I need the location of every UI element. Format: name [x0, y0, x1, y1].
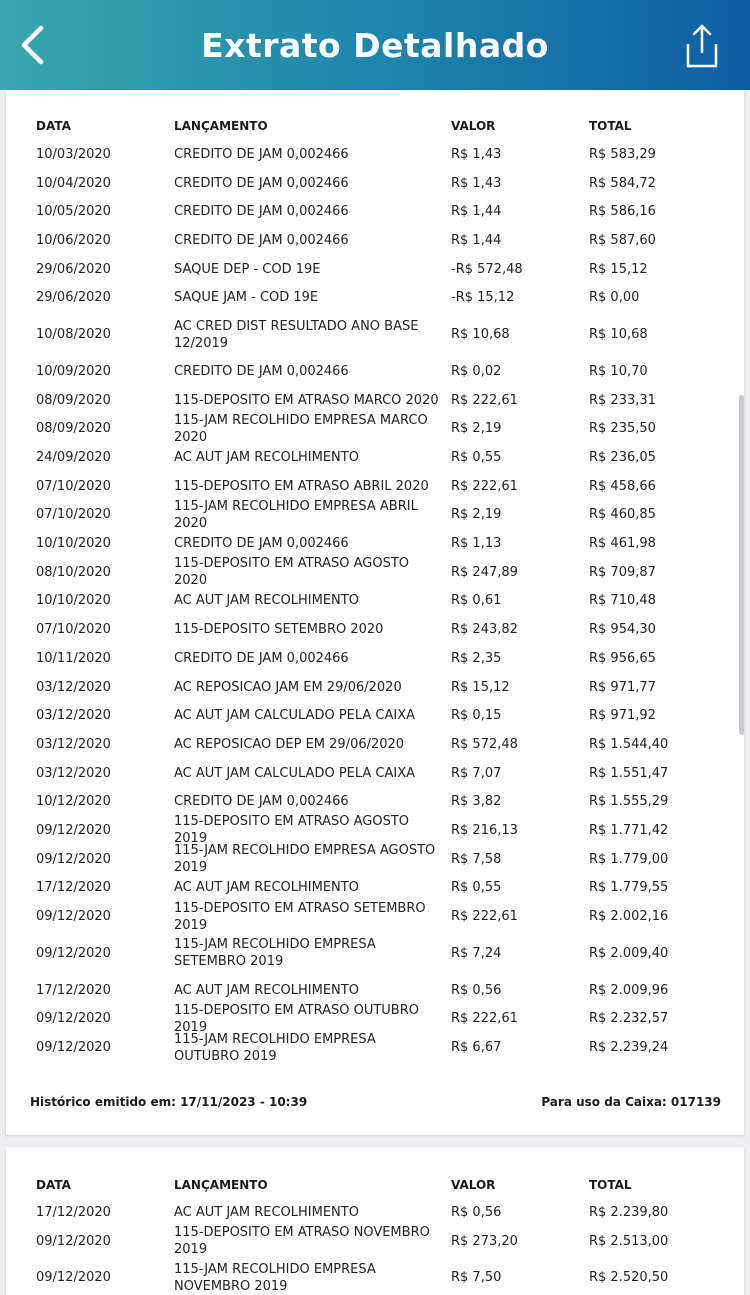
- row-total: R$ 586,16: [589, 204, 656, 220]
- row-date: 10/05/2020: [36, 204, 111, 220]
- header-description: LANÇAMENTO: [174, 1178, 268, 1192]
- row-total: R$ 235,50: [589, 421, 656, 437]
- row-date: 07/10/2020: [36, 622, 111, 638]
- row-value: R$ 243,82: [451, 622, 518, 638]
- row-description: 115-DEPOSITO EM ATRASO AGOSTO 2020: [174, 556, 409, 589]
- table-row: [6, 558, 744, 587]
- row-value: R$ 222,61: [451, 909, 518, 925]
- row-description: AC AUT JAM RECOLHIMENTO: [174, 982, 359, 998]
- row-total: R$ 971,77: [589, 679, 656, 695]
- issued-timestamp: Histórico emitido em: 17/11/2023 - 10:39: [30, 1095, 308, 1109]
- row-value: R$ 0,56: [451, 982, 502, 998]
- table-header: [6, 119, 744, 139]
- row-total: R$ 954,30: [589, 622, 656, 638]
- row-value: R$ 222,61: [451, 392, 518, 408]
- row-value: R$ 10,68: [451, 327, 510, 343]
- row-value: R$ 0,55: [451, 450, 502, 466]
- table-row: [6, 673, 744, 702]
- row-value: R$ 247,89: [451, 564, 518, 580]
- row-date: 03/12/2020: [36, 708, 111, 724]
- table-row: [6, 787, 744, 816]
- row-description: 115-JAM RECOLHIDO EMPRESA MARCO 2020: [174, 412, 428, 445]
- row-total: R$ 460,85: [589, 507, 656, 523]
- row-date: 07/10/2020: [36, 478, 111, 494]
- row-description: AC AUT JAM RECOLHIMENTO: [174, 450, 359, 466]
- row-total: R$ 0,00: [589, 290, 640, 306]
- row-total: R$ 15,12: [589, 261, 648, 277]
- row-total: R$ 1.555,29: [589, 794, 669, 810]
- row-total: R$ 2.239,24: [589, 1040, 669, 1056]
- row-total: R$ 2.002,16: [589, 909, 669, 925]
- row-date: 10/11/2020: [36, 650, 111, 666]
- row-description: AC AUT JAM CALCULADO PELA CAIXA: [174, 765, 416, 781]
- row-value: R$ 0,15: [451, 708, 502, 724]
- row-value: R$ 7,50: [451, 1270, 502, 1286]
- row-date: 17/12/2020: [36, 1204, 111, 1220]
- row-date: 09/12/2020: [36, 1270, 111, 1286]
- row-total: R$ 1.544,40: [589, 736, 669, 752]
- row-description: SAQUE DEP - COD 19E: [174, 261, 321, 277]
- row-value: R$ 2,19: [451, 421, 502, 437]
- row-date: 09/12/2020: [36, 945, 111, 961]
- row-total: R$ 10,70: [589, 363, 648, 379]
- table-row: [6, 312, 744, 357]
- row-total: R$ 1.779,00: [589, 851, 669, 867]
- table-row: [6, 1227, 744, 1256]
- row-description: CREDITO DE JAM 0,002466: [174, 794, 349, 810]
- table-row: [6, 931, 744, 976]
- row-date: 09/12/2020: [36, 909, 111, 925]
- row-value: -R$ 15,12: [451, 290, 515, 306]
- row-total: R$ 587,60: [589, 232, 656, 248]
- row-total: R$ 2.239,80: [589, 1204, 669, 1220]
- row-value: R$ 7,58: [451, 851, 502, 867]
- row-description: AC CRED DIST RESULTADO ANO BASE 12/2019: [174, 318, 419, 351]
- row-value: R$ 222,61: [451, 1011, 518, 1027]
- row-value: R$ 222,61: [451, 478, 518, 494]
- row-date: 09/12/2020: [36, 1040, 111, 1056]
- row-description: 115-JAM RECOLHIDO EMPRESA ABRIL 2020: [174, 498, 418, 531]
- table-row: [6, 498, 744, 531]
- header-value: VALOR: [451, 119, 496, 133]
- row-total: R$ 461,98: [589, 536, 656, 552]
- row-total: R$ 709,87: [589, 564, 656, 580]
- statement-card-2: [6, 1147, 744, 1295]
- table-row: [6, 874, 744, 903]
- table-row: [6, 976, 744, 1005]
- table-row: [6, 386, 744, 415]
- row-description: AC AUT JAM CALCULADO PELA CAIXA: [174, 708, 416, 724]
- table-row: [6, 226, 744, 255]
- row-value: R$ 6,67: [451, 1040, 502, 1056]
- table-row: [6, 412, 744, 445]
- row-value: R$ 0,61: [451, 593, 502, 609]
- row-date: 08/09/2020: [36, 421, 111, 437]
- row-description: AC AUT JAM RECOLHIMENTO: [174, 880, 359, 896]
- row-value: R$ 1,44: [451, 232, 502, 248]
- table-row: [6, 615, 744, 644]
- row-description: 115-DEPOSITO EM ATRASO AGOSTO 2019: [174, 814, 409, 847]
- row-total: R$ 2.009,40: [589, 945, 669, 961]
- row-value: R$ 2,35: [451, 650, 502, 666]
- row-value: R$ 1,13: [451, 536, 502, 552]
- header-value: VALOR: [451, 1178, 496, 1192]
- row-date: 09/12/2020: [36, 1011, 111, 1027]
- row-value: R$ 1,43: [451, 146, 502, 162]
- row-description: 115-DEPOSITO EM ATRASO SETEMBRO 2019: [174, 900, 426, 933]
- row-date: 08/10/2020: [36, 564, 111, 580]
- row-date: 09/12/2020: [36, 851, 111, 867]
- transaction-list: [6, 1198, 744, 1295]
- row-value: R$ 0,55: [451, 880, 502, 896]
- row-total: R$ 2.513,00: [589, 1233, 669, 1249]
- row-description: CREDITO DE JAM 0,002466: [174, 650, 349, 666]
- row-date: 29/06/2020: [36, 261, 111, 277]
- chevron-left-icon: [17, 24, 47, 66]
- table-row: [6, 1198, 744, 1227]
- row-description: CREDITO DE JAM 0,002466: [174, 204, 349, 220]
- share-button[interactable]: [682, 22, 722, 70]
- table-row: [6, 255, 744, 284]
- row-total: R$ 956,65: [589, 650, 656, 666]
- row-date: 09/12/2020: [36, 1233, 111, 1249]
- table-row: [6, 701, 744, 730]
- caixa-use-code: Para uso da Caixa: 017139: [541, 1095, 721, 1109]
- table-row: [6, 845, 744, 874]
- back-button[interactable]: [14, 22, 50, 68]
- row-total: R$ 583,29: [589, 146, 656, 162]
- row-date: 10/09/2020: [36, 363, 111, 379]
- row-value: R$ 273,20: [451, 1233, 518, 1249]
- row-date: 08/09/2020: [36, 392, 111, 408]
- row-description: 115-DEPOSITO EM ATRASO NOVEMBRO 2019: [174, 1225, 430, 1258]
- row-description: 115-DEPOSITO EM ATRASO OUTUBRO 2019: [174, 1002, 419, 1035]
- table-row: [6, 443, 744, 472]
- row-description: AC REPOSICAO DEP EM 29/06/2020: [174, 736, 405, 752]
- row-value: R$ 3,82: [451, 794, 502, 810]
- row-description: CREDITO DE JAM 0,002466: [174, 232, 349, 248]
- share-icon: [682, 22, 722, 70]
- table-row: [6, 730, 744, 759]
- table-row: [6, 357, 744, 386]
- row-value: R$ 0,56: [451, 1204, 502, 1220]
- row-value: R$ 572,48: [451, 736, 518, 752]
- row-total: R$ 1.779,55: [589, 880, 669, 896]
- row-date: 10/10/2020: [36, 593, 111, 609]
- row-total: R$ 971,92: [589, 708, 656, 724]
- row-total: R$ 2.232,57: [589, 1011, 669, 1027]
- row-date: 10/12/2020: [36, 794, 111, 810]
- row-date: 09/12/2020: [36, 822, 111, 838]
- transaction-list: [6, 140, 744, 1062]
- row-description: CREDITO DE JAM 0,002466: [174, 175, 349, 191]
- header-description: LANÇAMENTO: [174, 119, 268, 133]
- row-date: 03/12/2020: [36, 679, 111, 695]
- header-date: DATA: [36, 119, 71, 133]
- row-description: 115-DEPOSITO EM ATRASO MARCO 2020: [174, 392, 439, 408]
- table-header: [6, 1178, 744, 1198]
- table-row: [6, 140, 744, 169]
- table-row: [6, 197, 744, 226]
- row-value: R$ 15,12: [451, 679, 510, 695]
- table-row: [6, 1002, 744, 1035]
- row-total: R$ 236,05: [589, 450, 656, 466]
- header-total: TOTAL: [589, 119, 632, 133]
- table-row: [6, 1033, 744, 1062]
- row-value: R$ 1,43: [451, 175, 502, 191]
- row-description: CREDITO DE JAM 0,002466: [174, 146, 349, 162]
- row-total: R$ 2.009,96: [589, 982, 669, 998]
- scrollbar[interactable]: [739, 395, 744, 735]
- table-row: [6, 644, 744, 673]
- row-total: R$ 458,66: [589, 478, 656, 494]
- row-value: R$ 7,07: [451, 765, 502, 781]
- statement-footer: [6, 1095, 744, 1115]
- row-description: 115-JAM RECOLHIDO EMPRESA OUTUBRO 2019: [174, 1031, 376, 1064]
- table-row: [6, 816, 744, 845]
- row-description: 115-DEPOSITO SETEMBRO 2020: [174, 622, 384, 638]
- row-date: 03/12/2020: [36, 765, 111, 781]
- table-row: [6, 472, 744, 501]
- row-description: CREDITO DE JAM 0,002466: [174, 536, 349, 552]
- app-header: [0, 0, 750, 90]
- row-value: -R$ 572,48: [451, 261, 523, 277]
- row-date: 10/06/2020: [36, 232, 111, 248]
- row-total: R$ 584,72: [589, 175, 656, 191]
- row-description: AC AUT JAM RECOLHIMENTO: [174, 1204, 359, 1220]
- statement-card-1: [6, 90, 744, 1135]
- table-row: [6, 587, 744, 616]
- row-description: 115-DEPOSITO EM ATRASO ABRIL 2020: [174, 478, 429, 494]
- row-description: AC REPOSICAO JAM EM 29/06/2020: [174, 679, 402, 695]
- row-description: 115-JAM RECOLHIDO EMPRESA AGOSTO 2019: [174, 843, 436, 876]
- row-total: R$ 233,31: [589, 392, 656, 408]
- row-total: R$ 2.520,50: [589, 1270, 669, 1286]
- row-date: 10/04/2020: [36, 175, 111, 191]
- row-total: R$ 1.551,47: [589, 765, 669, 781]
- row-value: R$ 1,44: [451, 204, 502, 220]
- table-row: [6, 529, 744, 558]
- row-description: AC AUT JAM RECOLHIMENTO: [174, 593, 359, 609]
- row-value: R$ 7,24: [451, 945, 502, 961]
- table-row: [6, 902, 744, 931]
- row-date: 10/03/2020: [36, 146, 111, 162]
- row-date: 10/10/2020: [36, 536, 111, 552]
- table-row: [6, 1255, 744, 1295]
- row-description: SAQUE JAM - COD 19E: [174, 290, 319, 306]
- table-row: [6, 283, 744, 312]
- table-row: [6, 169, 744, 198]
- row-date: 10/08/2020: [36, 327, 111, 343]
- row-date: 17/12/2020: [36, 982, 111, 998]
- row-description: 115-JAM RECOLHIDO EMPRESA NOVEMBRO 2019: [174, 1261, 376, 1294]
- row-date: 17/12/2020: [36, 880, 111, 896]
- row-total: R$ 710,48: [589, 593, 656, 609]
- page-title: Extrato Detalhado: [201, 25, 549, 65]
- table-row: [6, 759, 744, 788]
- row-value: R$ 216,13: [451, 822, 518, 838]
- row-value: R$ 2,19: [451, 507, 502, 523]
- row-value: R$ 0,02: [451, 363, 502, 379]
- row-description: CREDITO DE JAM 0,002466: [174, 363, 349, 379]
- header-date: DATA: [36, 1178, 71, 1192]
- row-date: 24/09/2020: [36, 450, 111, 466]
- row-description: 115-JAM RECOLHIDO EMPRESA SETEMBRO 2019: [174, 937, 376, 970]
- row-date: 29/06/2020: [36, 290, 111, 306]
- row-date: 03/12/2020: [36, 736, 111, 752]
- row-total: R$ 1.771,42: [589, 822, 669, 838]
- header-total: TOTAL: [589, 1178, 632, 1192]
- row-total: R$ 10,68: [589, 327, 648, 343]
- row-date: 07/10/2020: [36, 507, 111, 523]
